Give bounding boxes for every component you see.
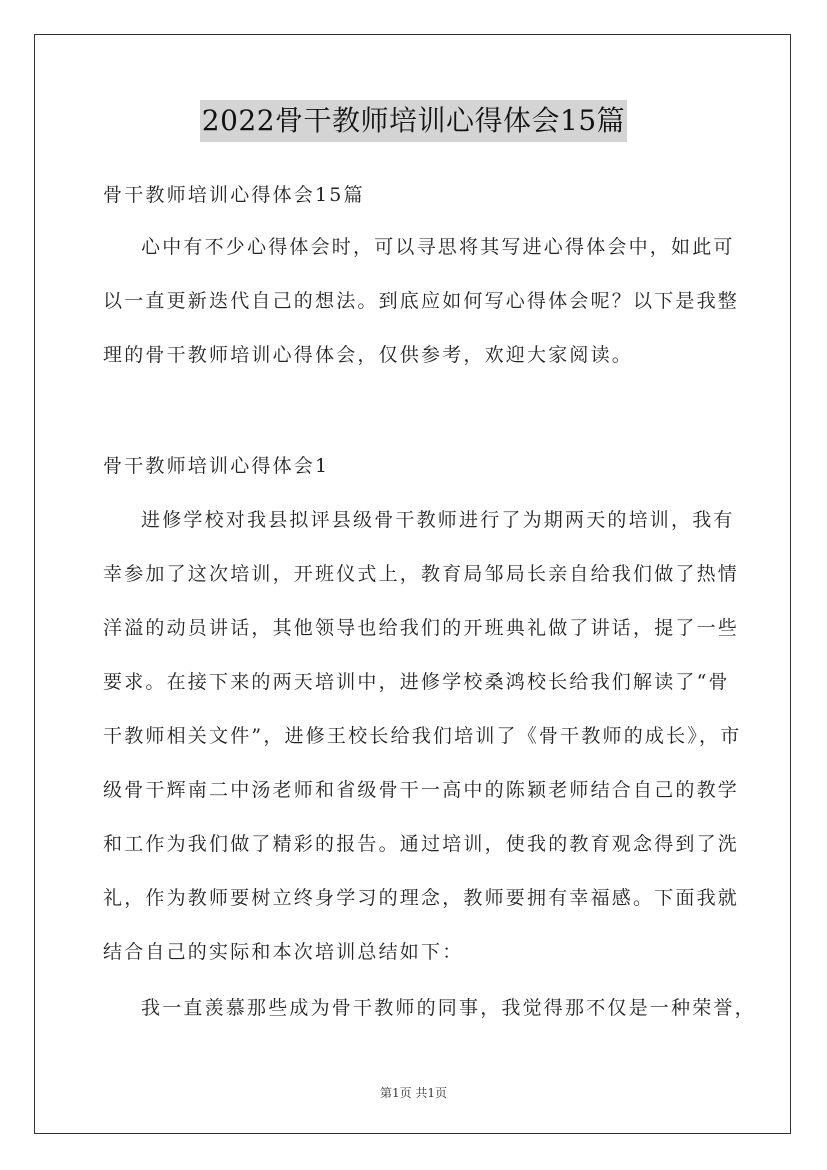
body-line: 礼，作为教师要树立终身学习的理念，教师要拥有幸福感。下面我就 <box>103 887 740 909</box>
body-line: 结合自己的实际和本次培训总结如下： <box>103 941 464 963</box>
document-title: 2022骨干教师培训心得体会15篇 <box>200 100 627 142</box>
body-line: 洋溢的动员讲话，其他领导也给我们的开班典礼做了讲话，提了一些 <box>103 617 740 639</box>
section-heading: 骨干教师培训心得体会1 <box>103 455 330 477</box>
page-footer: 第1页 共1页 <box>379 1086 448 1100</box>
intro-line: 以一直更新迭代自己的想法。到底应如何写心得体会呢？以下是我整 <box>103 290 740 312</box>
body-line: 幸参加了这次培训，开班仪式上，教育局邹局长亲自给我们做了热情 <box>103 563 740 585</box>
body-line: 和工作为我们做了精彩的报告。通过培训，使我的教育观念得到了洗 <box>103 833 740 855</box>
intro-line: 理的骨干教师培训心得体会，仅供参考，欢迎大家阅读。 <box>103 344 634 366</box>
body-line: 要求。在接下来的两天培训中，进修学校桑鸿校长给我们解读了“骨 <box>103 671 730 693</box>
body-line: 进修学校对我县拟评县级骨干教师进行了为期两天的培训，我有 <box>141 509 735 531</box>
body-line: 级骨干辉南二中汤老师和省级骨干一高中的陈颖老师结合自己的教学 <box>103 779 740 801</box>
body-line: 干教师相关文件”，进修王校长给我们培训了《骨干教师的成长》，市 <box>103 725 742 747</box>
document-subtitle: 骨干教师培训心得体会15篇 <box>103 184 365 206</box>
title-container <box>0 100 827 142</box>
intro-line: 心中有不少心得体会时，可以寻思将其写进心得体会中，如此可 <box>141 236 735 258</box>
body-line-last: 我一直羡慕那些成为骨干教师的同事，我觉得那不仅是一种荣誉， <box>141 997 756 1019</box>
